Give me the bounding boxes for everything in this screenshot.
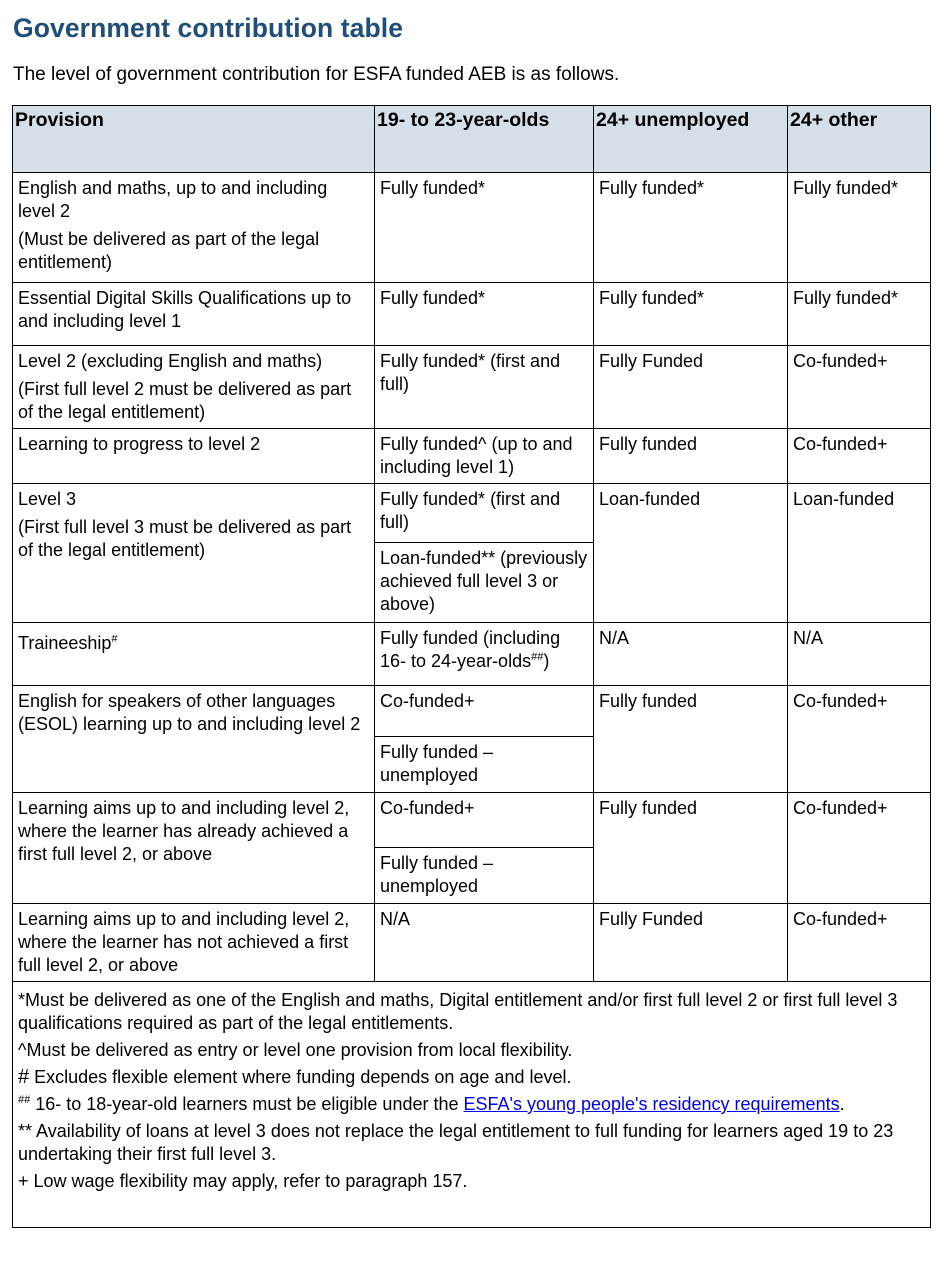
table-row <box>13 686 931 737</box>
table-row <box>13 484 931 543</box>
cell-24-other: Co-funded+ <box>788 793 931 904</box>
provision-text: Level 3 <box>18 489 77 509</box>
provision-note: (Must be delivered as part of the legal entitlement) <box>18 229 320 272</box>
cell-19-23: Fully funded* <box>375 283 594 346</box>
cell-24-other: Co-funded+ <box>788 346 931 429</box>
provision-cell: Learning aims up to and including level 2, where the learner has not achieved a first full level 2, or above <box>13 904 375 982</box>
cell-19-23: Fully funded^ (up to and including level 1) <box>375 429 594 484</box>
cell-24-other: Co-funded+ <box>788 904 931 982</box>
page-title: Government contribution table <box>13 13 404 43</box>
cell-24-unemployed: N/A <box>594 623 788 686</box>
footnote-asterisk: *Must be delivered as one of the English and maths, Digital entitlement and/or first full level 2 or first full level 3 qualifications required as part of the legal entitlements. <box>18 990 898 1033</box>
table-row <box>13 623 931 686</box>
cell-19-23: Fully funded – unemployed <box>375 848 594 904</box>
provision-cell: English for speakers of other languages (ESOL) learning up to and including level 2 <box>13 686 375 793</box>
cell-19-23: Fully funded* <box>375 173 594 283</box>
cell-24-unemployed: Fully funded <box>594 686 788 793</box>
cell-24-other: Co-funded+ <box>788 686 931 793</box>
cell-19-23: Fully funded* (first and full) <box>375 346 594 429</box>
cell-19-23 <box>375 623 594 686</box>
footnote-symbol: # <box>18 1066 30 1088</box>
col-provision: Provision <box>13 106 375 173</box>
intro-text: The level of government contribution for ESFA funded AEB is as follows. <box>13 64 620 85</box>
table-row <box>13 346 931 429</box>
footnote-double-hash <box>18 1093 925 1116</box>
table-row <box>13 904 931 982</box>
cell-19-23: Loan-funded** (previously achieved full level 3 or above) <box>375 543 594 623</box>
col-24-other: 24+ other <box>788 106 931 173</box>
provision-text: English and maths, up to and including level 2 <box>18 178 328 221</box>
footnote-marker: # <box>111 633 118 645</box>
cell-text-end: ) <box>543 651 550 671</box>
provision-text: Level 2 (excluding English and maths) <box>18 351 323 371</box>
contribution-table <box>12 105 931 1228</box>
footnotes-cell <box>13 982 931 1228</box>
col-19-23: 19- to 23-year-olds <box>375 106 594 173</box>
cell-19-23: Fully funded – unemployed <box>375 737 594 793</box>
notes-row <box>13 982 931 1228</box>
table-row <box>13 429 931 484</box>
provision-cell: Essential Digital Skills Qualifications up to and including level 1 <box>13 283 375 346</box>
cell-text: Fully funded (including 16- to 24-year-olds <box>380 628 561 671</box>
provision-cell <box>13 346 375 429</box>
provision-cell <box>13 173 375 283</box>
cell-19-23: N/A <box>375 904 594 982</box>
cell-24-other: Fully funded* <box>788 173 931 283</box>
cell-19-23: Co-funded+ <box>375 793 594 848</box>
cell-24-other: N/A <box>788 623 931 686</box>
provision-text: Traineeship <box>18 633 112 653</box>
cell-24-other: Loan-funded <box>788 484 931 623</box>
cell-19-23: Co-funded+ <box>375 686 594 737</box>
footnote-hash <box>18 1066 925 1089</box>
header-row <box>13 106 931 173</box>
cell-24-unemployed: Fully funded <box>594 429 788 484</box>
table-row <box>13 173 931 283</box>
cell-24-other: Fully funded* <box>788 283 931 346</box>
footnote-text: 16- to 18-year-old learners must be eligible under the <box>30 1094 464 1114</box>
provision-cell <box>13 623 375 686</box>
footnote-text: Excludes flexible element where funding depends on age and level. <box>29 1067 572 1087</box>
provision-note: (First full level 2 must be delivered as part of the legal entitlement) <box>18 379 352 422</box>
footnote-marker: ## <box>531 651 544 663</box>
cell-24-unemployed: Fully funded <box>594 793 788 904</box>
footnote-plus: + Low wage flexibility may apply, refer to paragraph 157. <box>18 1171 468 1191</box>
provision-cell: Learning aims up to and including level 2, where the learner has already achieved a first full level 2, or above <box>13 793 375 904</box>
residency-requirements-link[interactable]: ESFA's young people's residency requirements <box>463 1094 840 1114</box>
cell-19-23: Fully funded* (first and full) <box>375 484 594 543</box>
cell-24-unemployed: Fully funded* <box>594 283 788 346</box>
cell-24-unemployed: Fully funded* <box>594 173 788 283</box>
cell-24-unemployed: Fully Funded <box>594 346 788 429</box>
provision-cell: Learning to progress to level 2 <box>13 429 375 484</box>
provision-cell <box>13 484 375 623</box>
cell-24-other: Co-funded+ <box>788 429 931 484</box>
table-row <box>13 793 931 848</box>
footnote-double-asterisk: ** Availability of loans at level 3 does not replace the legal entitlement to full funding for learners aged 19 to 23 undertaking their first full level 3. <box>18 1121 894 1164</box>
footnote-symbol: ## <box>18 1094 31 1106</box>
cell-24-unemployed: Loan-funded <box>594 484 788 623</box>
col-24-unemployed: 24+ unemployed <box>594 106 788 173</box>
footnote-text-end: . <box>839 1094 845 1114</box>
table-row <box>13 283 931 346</box>
provision-note: (First full level 3 must be delivered as part of the legal entitlement) <box>18 517 352 560</box>
cell-24-unemployed: Fully Funded <box>594 904 788 982</box>
footnote-caret: ^Must be delivered as entry or level one provision from local flexibility. <box>18 1040 573 1060</box>
